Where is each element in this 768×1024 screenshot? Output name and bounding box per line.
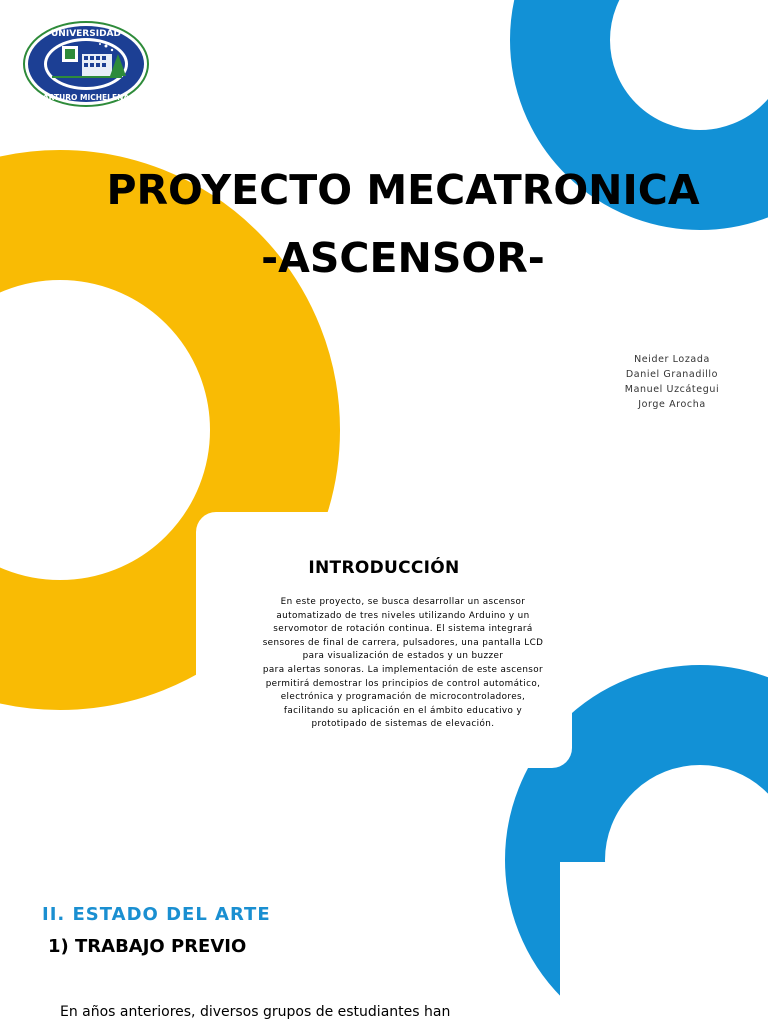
logo-text-bottom: ARTURO MICHELENA xyxy=(42,93,130,102)
author-name: Manuel Uzcátegui xyxy=(624,384,720,395)
intro-line: automatizado de tres niveles utilizando Arduino y un xyxy=(276,610,530,621)
title-line-1: PROYECTO MECATRONICA xyxy=(106,166,700,214)
intro-line: prototipado de sistemas de elevación. xyxy=(311,719,495,730)
intro-line: facilitando su aplicación en el ámbito educativo y xyxy=(283,705,523,716)
university-logo xyxy=(22,20,150,108)
intro-line: servomotor de rotación continua. El sistema integrará xyxy=(273,624,533,635)
intro-heading: INTRODUCCIÓN xyxy=(308,558,460,578)
author-list xyxy=(612,352,732,412)
logo-text-top: UNIVERSIDAD xyxy=(51,29,121,39)
author-name: Daniel Granadillo xyxy=(625,369,719,380)
intro-line: para alertas sonoras. La implementación de este ascensor xyxy=(262,664,544,675)
title-line-2: -ASCENSOR- xyxy=(261,234,545,282)
author-name: Neider Lozada xyxy=(634,354,710,365)
intro-paragraph xyxy=(226,596,580,732)
author-name: Jorge Arocha xyxy=(638,399,706,410)
body-text: En años anteriores, diversos grupos de estudiantes han xyxy=(60,1004,451,1020)
blue-ring-top xyxy=(560,0,768,180)
intro-line: sensores de final de carrera, pulsadores, una pantalla LCD xyxy=(262,637,544,648)
intro-line: permitirá demostrar los principios de control automático, xyxy=(265,678,541,689)
intro-line: para visualización de estados y un buzzer xyxy=(302,651,504,662)
section-title: II. ESTADO DEL ARTE xyxy=(42,904,271,925)
intro-line: electrónica y programación de microcontroladores, xyxy=(280,692,526,703)
intro-line: En este proyecto, se busca desarrollar un ascensor xyxy=(280,597,526,607)
subsection-title: 1) TRABAJO PREVIO xyxy=(48,936,247,957)
